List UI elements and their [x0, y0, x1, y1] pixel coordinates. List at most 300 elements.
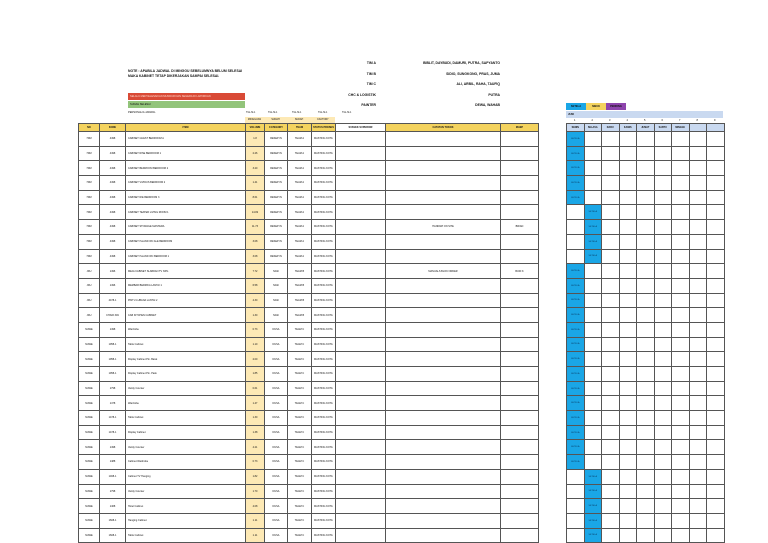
schedule-cell[interactable] [637, 469, 655, 484]
schedule-cell[interactable]: SETELA [584, 234, 602, 249]
schedule-cell[interactable] [654, 455, 672, 470]
cell-sup [336, 293, 386, 308]
cell-item: CABINET RISE BEDROOM 1 [126, 146, 246, 161]
schedule-cell[interactable] [637, 411, 655, 426]
schedule-cell[interactable] [672, 469, 690, 484]
table-row [79, 234, 539, 249]
schedule-cell[interactable] [672, 396, 690, 411]
schedule-cell[interactable] [619, 381, 637, 396]
schedule-cell[interactable] [654, 499, 672, 514]
schedule-cell[interactable] [584, 293, 602, 308]
schedule-cell[interactable] [654, 176, 672, 191]
team-list [330, 61, 530, 114]
schedule-cell[interactable] [707, 278, 725, 293]
cell-item: CABINET VIVIDUS BEDROOM 2 [126, 176, 246, 191]
schedule-cell[interactable] [637, 190, 655, 205]
schedule-cell[interactable] [654, 293, 672, 308]
schedule-cell[interactable] [637, 220, 655, 235]
schedule-cell[interactable] [707, 528, 725, 543]
schedule-cell[interactable] [672, 499, 690, 514]
schedule-cell[interactable] [584, 264, 602, 279]
schedule-cell[interactable] [602, 220, 620, 235]
schedule-cell[interactable] [637, 337, 655, 352]
schedule-cell[interactable] [619, 278, 637, 293]
schedule-cell[interactable] [689, 337, 707, 352]
schedule-cell[interactable] [637, 249, 655, 264]
schedule-cell[interactable] [707, 293, 725, 308]
legend-item: PENDING [606, 103, 626, 110]
schedule-cell[interactable]: SETELA [567, 264, 585, 279]
schedule-cell[interactable] [584, 411, 602, 426]
schedule-cell[interactable]: SETELA [567, 132, 585, 147]
schedule-cell[interactable] [619, 352, 637, 367]
schedule-cell[interactable] [689, 425, 707, 440]
schedule-cell[interactable] [619, 234, 637, 249]
schedule-cell[interactable] [619, 396, 637, 411]
schedule-cell[interactable] [619, 322, 637, 337]
schedule-cell[interactable] [707, 381, 725, 396]
schedule-cell[interactable]: SETELA [567, 425, 585, 440]
cell-note [386, 513, 501, 528]
team-label: TIM A [366, 61, 376, 65]
schedule-cell[interactable] [707, 455, 725, 470]
schedule-cell[interactable] [584, 278, 602, 293]
schedule-cell[interactable] [689, 146, 707, 161]
cell-no: 7DM [79, 249, 100, 264]
cell-status: MASTING KOTA [312, 396, 336, 411]
cell-cat: DUSA [265, 396, 288, 411]
schedule-cell[interactable] [707, 440, 725, 455]
top-header-1: TGL M-1 [246, 111, 256, 114]
schedule-cell[interactable] [584, 367, 602, 382]
schedule-cell[interactable] [584, 381, 602, 396]
schedule-cell[interactable] [637, 367, 655, 382]
schedule-cell[interactable] [619, 513, 637, 528]
team-row [330, 103, 530, 114]
cell-no: JDU [79, 264, 100, 279]
schedule-cell[interactable] [602, 440, 620, 455]
schedule-cell[interactable] [637, 176, 655, 191]
schedule-cell[interactable] [689, 308, 707, 323]
schedule-cell[interactable] [707, 132, 725, 147]
cell-no: NAWE [79, 381, 100, 396]
schedule-cell[interactable] [584, 132, 602, 147]
schedule-cell[interactable] [637, 352, 655, 367]
schedule-cell[interactable] [689, 469, 707, 484]
table-row [79, 205, 539, 220]
schedule-cell[interactable] [584, 176, 602, 191]
schedule-cell[interactable]: SETELA [584, 499, 602, 514]
schedule-cell[interactable] [672, 132, 690, 147]
schedule-cell[interactable] [707, 308, 725, 323]
cell-note [386, 381, 501, 396]
schedule-cell[interactable] [584, 308, 602, 323]
cell-vol: 14.82 [246, 205, 265, 220]
schedule-cell[interactable] [619, 264, 637, 279]
schedule-cell[interactable] [654, 322, 672, 337]
schedule-cell[interactable] [689, 455, 707, 470]
schedule-cell[interactable] [672, 308, 690, 323]
schedule-cell[interactable] [619, 205, 637, 220]
schedule-cell[interactable] [689, 411, 707, 426]
schedule-cell[interactable] [707, 146, 725, 161]
schedule-cell[interactable] [654, 352, 672, 367]
schedule-cell[interactable] [619, 499, 637, 514]
schedule-cell[interactable] [654, 132, 672, 147]
schedule-cell[interactable] [707, 176, 725, 191]
schedule-cell[interactable] [654, 264, 672, 279]
schedule-cell[interactable] [707, 367, 725, 382]
schedule-cell[interactable] [637, 161, 655, 176]
schedule-cell[interactable] [654, 205, 672, 220]
schedule-cell[interactable] [619, 132, 637, 147]
schedule-cell[interactable] [672, 528, 690, 543]
schedule-cell[interactable] [654, 425, 672, 440]
schedule-cell[interactable] [637, 322, 655, 337]
schedule-cell[interactable] [672, 322, 690, 337]
schedule-cell[interactable] [672, 411, 690, 426]
schedule-cell[interactable] [707, 249, 725, 264]
schedule-cell[interactable] [602, 293, 620, 308]
schedule-cell[interactable] [567, 513, 585, 528]
schedule-cell[interactable] [672, 293, 690, 308]
schedule-cell[interactable] [654, 440, 672, 455]
schedule-cell[interactable] [707, 264, 725, 279]
schedule-cell[interactable] [654, 337, 672, 352]
schedule-cell[interactable]: SETELA [567, 352, 585, 367]
schedule-cell[interactable] [707, 205, 725, 220]
cell-status: MASTING KOTA [312, 220, 336, 235]
schedule-cell[interactable] [707, 513, 725, 528]
schedule-cell[interactable]: SETELA [567, 322, 585, 337]
schedule-cell[interactable] [602, 469, 620, 484]
schedule-cell[interactable] [637, 396, 655, 411]
schedule-cell[interactable] [672, 161, 690, 176]
schedule-cell[interactable] [584, 352, 602, 367]
schedule-cell[interactable]: SETELA [584, 249, 602, 264]
schedule-cell[interactable] [654, 411, 672, 426]
schedule-cell[interactable] [619, 220, 637, 235]
schedule-cell[interactable] [654, 161, 672, 176]
cell-cat: DUSA [265, 367, 288, 382]
schedule-cell[interactable] [602, 484, 620, 499]
schedule-cell[interactable] [689, 161, 707, 176]
schedule-cell[interactable] [602, 132, 620, 147]
schedule-cell[interactable] [602, 308, 620, 323]
schedule-cell[interactable] [689, 381, 707, 396]
schedule-cell[interactable] [689, 499, 707, 514]
schedule-cell[interactable] [672, 352, 690, 367]
schedule-cell[interactable] [689, 278, 707, 293]
schedule-cell[interactable] [602, 161, 620, 176]
schedule-cell[interactable] [689, 513, 707, 528]
schedule-cell[interactable]: SETELA [584, 205, 602, 220]
schedule-cell[interactable] [602, 528, 620, 543]
schedule-cell[interactable] [619, 293, 637, 308]
schedule-cell[interactable]: SETELA [567, 161, 585, 176]
cell-note [386, 249, 501, 264]
schedule-cell[interactable]: SETELA [584, 513, 602, 528]
schedule-cell[interactable]: SETELA [567, 146, 585, 161]
schedule-cell[interactable] [637, 513, 655, 528]
schedule-cell[interactable] [584, 455, 602, 470]
schedule-cell[interactable] [584, 425, 602, 440]
schedule-cell[interactable]: SETELA [567, 176, 585, 191]
schedule-cell[interactable] [672, 190, 690, 205]
schedule-cell[interactable] [619, 425, 637, 440]
schedule-cell[interactable] [637, 278, 655, 293]
schedule-cell[interactable] [654, 249, 672, 264]
schedule-cell[interactable] [637, 308, 655, 323]
schedule-cell[interactable] [654, 367, 672, 382]
schedule-cell[interactable] [672, 484, 690, 499]
schedule-cell[interactable] [689, 264, 707, 279]
cell-item: Vanity Counter [126, 381, 246, 396]
schedule-cell[interactable] [619, 146, 637, 161]
schedule-cell[interactable] [672, 513, 690, 528]
schedule-cell[interactable] [567, 205, 585, 220]
schedule-cell[interactable] [619, 161, 637, 176]
schedule-cell[interactable] [602, 425, 620, 440]
schedule-cell[interactable] [619, 249, 637, 264]
schedule-cell[interactable] [689, 205, 707, 220]
cell-kode: 1478 [100, 396, 126, 411]
schedule-cell[interactable] [602, 249, 620, 264]
schedule-cell[interactable] [602, 322, 620, 337]
schedule-cell[interactable] [637, 293, 655, 308]
schedule-cell[interactable] [602, 205, 620, 220]
schedule-cell[interactable]: SETELA [567, 440, 585, 455]
schedule-cell[interactable] [654, 278, 672, 293]
schedule-cell[interactable] [707, 411, 725, 426]
schedule-cell[interactable] [619, 308, 637, 323]
schedule-cell[interactable] [689, 220, 707, 235]
schedule-cell[interactable] [689, 440, 707, 455]
cell-item: Table Cabinet [126, 337, 246, 352]
schedule-cell[interactable] [602, 176, 620, 191]
cell-note [386, 278, 501, 293]
schedule-cell[interactable] [584, 396, 602, 411]
schedule-cell[interactable] [689, 190, 707, 205]
schedule-cell[interactable] [672, 440, 690, 455]
schedule-cell[interactable] [707, 484, 725, 499]
schedule-cell[interactable] [602, 352, 620, 367]
schedule-cell[interactable] [602, 381, 620, 396]
schedule-cell[interactable] [619, 190, 637, 205]
schedule-cell[interactable] [567, 528, 585, 543]
schedule-cell[interactable] [654, 528, 672, 543]
cell-sup [336, 381, 386, 396]
schedule-cell[interactable] [672, 337, 690, 352]
schedule-cell[interactable] [707, 161, 725, 176]
schedule-cell[interactable] [707, 499, 725, 514]
schedule-cell[interactable] [584, 337, 602, 352]
schedule-cell[interactable] [689, 484, 707, 499]
schedule-cell[interactable] [672, 249, 690, 264]
cell-note [386, 352, 501, 367]
schedule-cell[interactable] [584, 190, 602, 205]
schedule-cell[interactable] [602, 278, 620, 293]
schedule-cell[interactable]: SETELA [567, 411, 585, 426]
schedule-cell[interactable] [567, 484, 585, 499]
schedule-cell[interactable] [689, 132, 707, 147]
schedule-cell[interactable] [619, 337, 637, 352]
cell-kode: 4498 [100, 205, 126, 220]
legend-item: SIBUK [586, 103, 606, 110]
schedule-cell[interactable] [654, 484, 672, 499]
schedule-cell[interactable]: SETELA [567, 293, 585, 308]
schedule-cell[interactable] [672, 367, 690, 382]
schedule-cell[interactable] [602, 234, 620, 249]
schedule-cell[interactable] [637, 425, 655, 440]
schedule-cell[interactable] [672, 425, 690, 440]
schedule-cell[interactable] [637, 528, 655, 543]
schedule-cell[interactable] [654, 308, 672, 323]
schedule-cell[interactable] [707, 425, 725, 440]
schedule-cell[interactable]: SETELA [567, 278, 585, 293]
schedule-row [567, 264, 725, 279]
schedule-cell[interactable] [567, 220, 585, 235]
schedule-cell[interactable] [637, 234, 655, 249]
schedule-cell[interactable]: SETELA [567, 396, 585, 411]
schedule-cell[interactable] [637, 205, 655, 220]
schedule-cell[interactable] [672, 205, 690, 220]
day-number: 8 [696, 119, 698, 122]
schedule-cell[interactable] [567, 499, 585, 514]
schedule-cell[interactable] [602, 499, 620, 514]
schedule-cell[interactable] [672, 455, 690, 470]
team-label: PAINTER [361, 103, 376, 107]
sub-header-4: FACTORY [311, 117, 335, 123]
schedule-cell[interactable] [619, 484, 637, 499]
schedule-cell[interactable] [637, 455, 655, 470]
schedule-cell[interactable] [654, 381, 672, 396]
schedule-cell[interactable] [689, 176, 707, 191]
schedule-cell[interactable] [707, 352, 725, 367]
schedule-cell[interactable] [672, 234, 690, 249]
day-name: SELASA [584, 124, 602, 132]
schedule-cell[interactable] [672, 264, 690, 279]
schedule-cell[interactable] [672, 146, 690, 161]
schedule-cell[interactable]: SETELA [567, 337, 585, 352]
schedule-cell[interactable] [637, 484, 655, 499]
schedule-cell[interactable] [584, 322, 602, 337]
schedule-cell[interactable] [602, 455, 620, 470]
schedule-row [567, 190, 725, 205]
schedule-cell[interactable] [602, 337, 620, 352]
schedule-cell[interactable]: SETELA [584, 484, 602, 499]
schedule-cell[interactable] [689, 234, 707, 249]
team-label: TIM B [366, 71, 376, 76]
schedule-cell[interactable] [637, 499, 655, 514]
schedule-cell[interactable] [602, 367, 620, 382]
cell-note [386, 132, 501, 147]
schedule-cell[interactable] [637, 264, 655, 279]
schedule-cell[interactable] [567, 249, 585, 264]
schedule-row [567, 337, 725, 352]
schedule-cell[interactable] [567, 469, 585, 484]
schedule-cell[interactable] [654, 513, 672, 528]
schedule-cell[interactable]: SETELA [567, 367, 585, 382]
schedule-cell[interactable] [584, 440, 602, 455]
schedule-cell[interactable] [637, 440, 655, 455]
schedule-cell[interactable] [619, 411, 637, 426]
schedule-cell[interactable] [672, 220, 690, 235]
schedule-cell[interactable] [707, 190, 725, 205]
schedule-cell[interactable] [689, 367, 707, 382]
schedule-cell[interactable] [654, 220, 672, 235]
cell-team: TEAM B [288, 293, 312, 308]
schedule-cell[interactable]: SETELA [567, 190, 585, 205]
schedule-cell[interactable] [619, 367, 637, 382]
cell-team: TEAM C [288, 337, 312, 352]
schedule-cell[interactable] [654, 234, 672, 249]
schedule-cell[interactable] [654, 396, 672, 411]
schedule-cell[interactable] [672, 278, 690, 293]
schedule-cell[interactable] [567, 234, 585, 249]
schedule-cell[interactable] [602, 190, 620, 205]
schedule-cell[interactable] [602, 264, 620, 279]
cell-vol: 1.70 [246, 484, 265, 499]
cell-status: MASTING KOTA [312, 249, 336, 264]
table-row [79, 381, 539, 396]
schedule-cell[interactable] [689, 528, 707, 543]
schedule-cell[interactable] [707, 396, 725, 411]
schedule-cell[interactable]: SETELA [584, 469, 602, 484]
schedule-cell[interactable]: SETELA [584, 528, 602, 543]
schedule-cell[interactable] [672, 176, 690, 191]
schedule-cell[interactable] [654, 469, 672, 484]
schedule-cell[interactable] [707, 234, 725, 249]
schedule-cell[interactable] [602, 396, 620, 411]
cell-kode: 1468 [100, 499, 126, 514]
schedule-cell[interactable] [689, 249, 707, 264]
schedule-cell[interactable]: SETELA [567, 308, 585, 323]
schedule-cell[interactable] [707, 220, 725, 235]
schedule-cell[interactable] [689, 396, 707, 411]
schedule-cell[interactable] [619, 528, 637, 543]
schedule-cell[interactable] [602, 411, 620, 426]
schedule-cell[interactable] [707, 469, 725, 484]
schedule-cell[interactable] [584, 161, 602, 176]
schedule-cell[interactable] [707, 322, 725, 337]
schedule-cell[interactable] [584, 146, 602, 161]
schedule-cell[interactable] [619, 440, 637, 455]
schedule-cell[interactable] [654, 190, 672, 205]
table-row [79, 528, 539, 543]
cell-no: NAWE [79, 367, 100, 382]
schedule-cell[interactable] [637, 146, 655, 161]
schedule-cell[interactable] [619, 455, 637, 470]
schedule-cell[interactable] [672, 381, 690, 396]
schedule-cell[interactable] [689, 322, 707, 337]
schedule-cell[interactable] [689, 352, 707, 367]
schedule-cell[interactable]: SETELA [584, 220, 602, 235]
schedule-cell[interactable] [602, 146, 620, 161]
schedule-cell[interactable] [707, 337, 725, 352]
col-status: STATUS PROSES [312, 124, 336, 132]
schedule-cell[interactable] [602, 513, 620, 528]
schedule-cell[interactable] [619, 469, 637, 484]
schedule-cell[interactable] [637, 381, 655, 396]
schedule-cell[interactable] [689, 293, 707, 308]
schedule-cell[interactable] [619, 176, 637, 191]
schedule-cell[interactable] [654, 146, 672, 161]
schedule-cell[interactable]: SETELA [567, 455, 585, 470]
cell-item: MEJA CABINET SLABDAN TV NPG [126, 264, 246, 279]
schedule-cell[interactable]: SETELA [567, 381, 585, 396]
schedule-cell[interactable] [637, 132, 655, 147]
